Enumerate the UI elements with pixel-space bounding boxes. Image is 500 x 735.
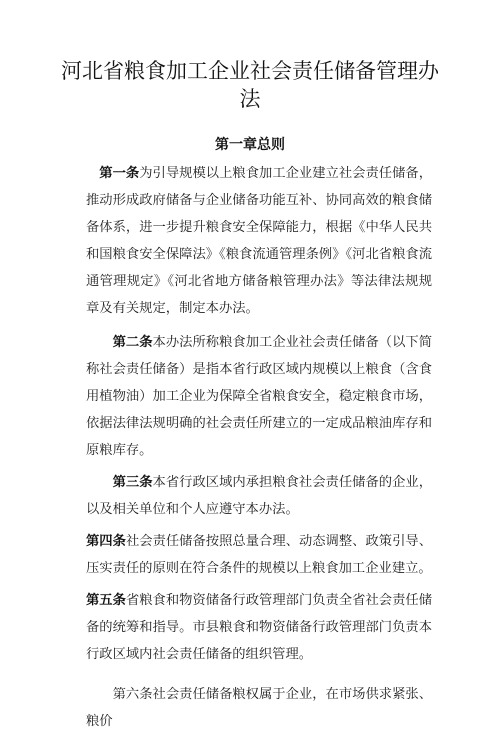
article-1-text: 为引导规模以上粮食加工企业建立社会责任储备，推动形成政府储备与企业储备功能互补、协同高效的粮食储备体系，进一步提升粮食安全保障能力，根据《中华人民共和国粮食安全保障法》《粮食流通管理条例》《河北省粮食流通管理规定》《河北省地方储备粮管理办法》等法律法规规章及有关规定，制定本办法。 (86, 166, 433, 316)
document-title-line-2: 法 (239, 87, 261, 111)
article-6-text: 第六条社会责任储备粮权属于企业，在市场供求紧张、粮价 (86, 687, 432, 729)
chapter-heading: 第一章总则 (215, 137, 285, 153)
article-5-heading: 第五条 (86, 593, 126, 608)
article-5 (86, 587, 432, 668)
article-1 (86, 160, 432, 322)
article-4-heading: 第四条 (86, 534, 126, 549)
article-4 (86, 528, 432, 582)
article-4-text: 社会责任储备按照总量合理、动态调整、政策引导、压实责任的原则在符合条件的规模以上粮食加工企业建立。 (86, 534, 433, 576)
article-1-heading: 第一条 (99, 166, 140, 181)
article-3-text: 本省行政区域内承担粮食社会责任储备的企业，以及相关单位和个人应遵守本办法。 (86, 475, 433, 517)
article-2-text: 本办法所称粮食加工企业社会责任储备（以下简称社会责任储备）是指本省行政区域内规模以上粮食（含食用植物油）加工企业为保障全省粮食安全，稳定粮食市场，依据法律法规明确的社会责任所建立的一定成品粮油库存和原粮库存。 (86, 335, 433, 458)
article-2-heading: 第二条 (112, 335, 153, 350)
article-3-heading: 第三条 (112, 475, 153, 490)
article-6 (86, 681, 432, 735)
document-title-line-1: 河北省粮食加工企业社会责任储备管理办 (61, 59, 439, 83)
article-3 (86, 469, 432, 523)
article-5-text: 省粮食和物资储备行政管理部门负责全省社会责任储备的统筹和指导。市县粮食和物资储备行政管理部门负责本行政区域内社会责任储备的组织管理。 (86, 593, 433, 662)
document-body (86, 160, 432, 735)
article-2 (86, 329, 432, 464)
